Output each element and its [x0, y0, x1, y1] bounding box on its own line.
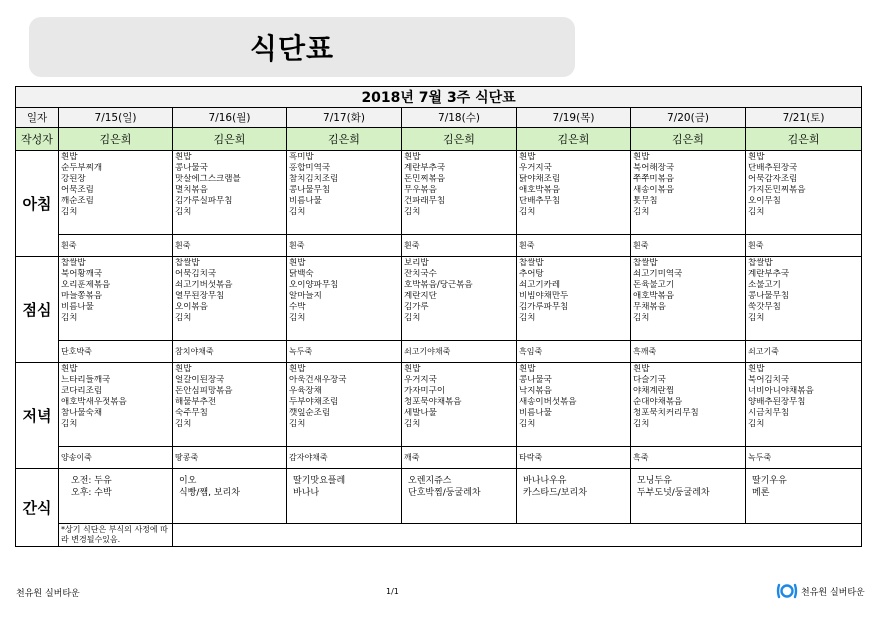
menu-item: 강된장 — [61, 174, 86, 184]
menu-item: 콩나물무침 — [289, 185, 331, 195]
menu-item: 흑미밥 — [289, 152, 314, 162]
page-title-box — [29, 17, 575, 77]
menu-item: 쑥갓무침 — [748, 302, 781, 312]
menu-item: 흰밥 — [175, 152, 192, 162]
menu-cell — [402, 363, 517, 447]
menu-item: 흰밥 — [519, 152, 536, 162]
menu-item: 계란지단 — [404, 291, 437, 301]
porridge-cell: 흑깨죽 — [631, 341, 746, 363]
menu-cell — [59, 363, 173, 447]
footer-page-number: 1/1 — [386, 587, 399, 596]
menu-item: 톳무침 — [633, 196, 658, 206]
menu-item: 김치 — [633, 313, 650, 323]
menu-item: 김가루실파무침 — [175, 196, 233, 206]
porridge-cell: 단호박죽 — [59, 341, 173, 363]
menu-item: 코다리조림 — [61, 386, 103, 396]
writer-name: 김은희 — [402, 128, 517, 151]
menu-item: 김치 — [519, 207, 536, 217]
menu-item: 세발나물 — [404, 408, 437, 418]
menu-item: 비빔야채만두 — [519, 291, 569, 301]
menu-item: 무우볶음 — [404, 185, 437, 195]
menu-item: 다슬기국 — [633, 375, 666, 385]
menu-item: 우육장채 — [289, 386, 322, 396]
menu-item: 단배추무침 — [519, 196, 561, 206]
day-header: 7/17(화) — [287, 108, 402, 128]
menu-item: 소불고기 — [748, 280, 781, 290]
menu-item: 아욱건새우장국 — [289, 375, 347, 385]
menu-cell — [287, 151, 402, 235]
snack-cell — [287, 469, 402, 524]
menu-item: 숙주무침 — [175, 408, 208, 418]
menu-item: 김치 — [404, 419, 421, 429]
menu-item: 김치 — [748, 419, 765, 429]
meal-row — [16, 257, 862, 341]
menu-cell — [173, 257, 287, 341]
menu-item: 오이양파무침 — [289, 280, 339, 290]
writer-label: 작성자 — [16, 128, 59, 151]
menu-item: 김치 — [61, 419, 78, 429]
menu-item: 김치 — [633, 207, 650, 217]
footer-org: 천유원 실버타운 — [16, 589, 80, 599]
menu-item: 북어해장국 — [633, 163, 675, 173]
snack-item: 바나나우유 — [523, 476, 567, 486]
menu-item: 비름나물 — [61, 302, 94, 312]
writer-name: 김은희 — [631, 128, 746, 151]
menu-item: 오이볶음 — [175, 302, 208, 312]
menu-item: 김치 — [404, 207, 421, 217]
menu-item: 김치 — [748, 207, 765, 217]
porridge-cell: 깨죽 — [402, 447, 517, 469]
meal-row — [16, 363, 862, 447]
menu-item: 우거지국 — [519, 163, 552, 173]
page-title: 식단표 — [249, 32, 335, 65]
menu-item: 비름나물 — [289, 196, 322, 206]
menu-item: 양배추된장무침 — [748, 397, 806, 407]
menu-item: 흰밥 — [61, 364, 78, 374]
menu-cell — [746, 151, 862, 235]
menu-item: 어묵김치국 — [175, 269, 217, 279]
menu-cell — [517, 257, 631, 341]
note-row — [16, 524, 862, 547]
menu-cell — [746, 257, 862, 341]
writer-name: 김은희 — [287, 128, 402, 151]
menu-item: 무채볶음 — [633, 302, 666, 312]
menu-item: 계란부추국 — [748, 269, 790, 279]
footer-logo — [776, 582, 865, 600]
porridge-cell: 타락죽 — [517, 447, 631, 469]
porridge-cell: 감자야채죽 — [287, 447, 402, 469]
menu-item: 알마늘지 — [289, 291, 322, 301]
menu-item: 건파래무침 — [404, 196, 446, 206]
porridge-row — [16, 341, 862, 363]
porridge-cell: 흰죽 — [746, 235, 862, 257]
porridge-cell: 흰죽 — [631, 235, 746, 257]
menu-item: 새송이버섯볶음 — [519, 397, 577, 407]
menu-cell — [287, 363, 402, 447]
menu-item: 흰밥 — [404, 364, 421, 374]
menu-item: 김치 — [289, 313, 306, 323]
snack-cell — [746, 469, 862, 524]
porridge-cell: 흰죽 — [402, 235, 517, 257]
menu-item: 콩나물국 — [519, 375, 552, 385]
menu-item: 북어황깨국 — [61, 269, 103, 279]
menu-item: 얼갈이된장국 — [175, 375, 225, 385]
menu-item: 비름나물 — [519, 408, 552, 418]
menu-item: 찹쌀밥 — [61, 258, 86, 268]
menu-item: 오리훈제볶음 — [61, 280, 111, 290]
menu-item: 흰밥 — [633, 152, 650, 162]
menu-item: 가지돈민찌볶음 — [748, 185, 806, 195]
menu-item: 찹쌀밥 — [748, 258, 773, 268]
menu-item: 김치 — [289, 419, 306, 429]
menu-item: 김치 — [519, 419, 536, 429]
snack-item: 바나나 — [293, 488, 320, 498]
menu-item: 청포묵치커리무침 — [633, 408, 699, 418]
menu-item: 깨순조림 — [61, 196, 94, 206]
porridge-cell: 흑죽 — [631, 447, 746, 469]
menu-item: 해물부추전 — [175, 397, 217, 407]
menu-item: 애호박볶음 — [633, 291, 675, 301]
menu-item: 김치 — [61, 207, 78, 217]
menu-cell — [631, 257, 746, 341]
snack-item: 카스타드/보리차 — [523, 488, 587, 498]
menu-item: 열무된장무침 — [175, 291, 225, 301]
snack-item: 단호박찜/둥굴레차 — [408, 488, 481, 498]
writer-name: 김은희 — [746, 128, 862, 151]
menu-item: 김치 — [175, 313, 192, 323]
porridge-cell: 흰죽 — [173, 235, 287, 257]
menu-item: 돈육불고기 — [633, 280, 675, 290]
snack-item: 두부도넛/둥굴레차 — [637, 488, 710, 498]
menu-cell — [402, 151, 517, 235]
menu-item: 김치 — [519, 313, 536, 323]
menu-item: 찹쌀밥 — [519, 258, 544, 268]
menu-item: 흰밥 — [633, 364, 650, 374]
menu-item: 김치 — [175, 207, 192, 217]
menu-item: 청포묵야채볶음 — [404, 397, 462, 407]
logo-icon — [776, 582, 798, 600]
menu-cell — [631, 151, 746, 235]
snack-cell — [631, 469, 746, 524]
menu-item: 김치 — [404, 313, 421, 323]
week-title: 2018년 7월 3주 식단표 — [16, 87, 862, 108]
menu-item: 어묵감자조림 — [748, 174, 798, 184]
menu-item: 찹쌀밥 — [633, 258, 658, 268]
menu-cell — [287, 257, 402, 341]
day-header: 7/21(토) — [746, 108, 862, 128]
snack-item: 오렌지쥬스 — [408, 476, 452, 486]
menu-item: 깻잎순조림 — [289, 408, 331, 418]
writer-name: 김은희 — [517, 128, 631, 151]
menu-item: 잔치국수 — [404, 269, 437, 279]
menu-item: 김가루파무침 — [519, 302, 569, 312]
menu-item: 북어김치국 — [748, 375, 790, 385]
snack-item: 딸기우유 — [752, 476, 787, 486]
menu-cell — [517, 363, 631, 447]
snack-label: 간식 — [16, 469, 59, 547]
menu-item: 흰밥 — [61, 152, 78, 162]
note: *상기 식단은 부식의 사정에 따라 변경될수있음. — [59, 524, 173, 547]
menu-item: 새송이볶음 — [633, 185, 675, 195]
menu-item: 계란부추국 — [404, 163, 446, 173]
menu-item: 순대야채볶음 — [633, 397, 683, 407]
snack-item: 식빵/쨈, 보리차 — [179, 488, 240, 498]
menu-item: 멸치볶음 — [175, 185, 208, 195]
snack-item: 오후: 수박 — [71, 488, 112, 498]
day-header: 7/15(일) — [59, 108, 173, 128]
date-label: 일자 — [16, 108, 59, 128]
porridge-row — [16, 447, 862, 469]
menu-cell — [173, 363, 287, 447]
porridge-cell: 흰죽 — [517, 235, 631, 257]
meal-label: 점심 — [16, 257, 59, 363]
porridge-cell: 쇠고기죽 — [746, 341, 862, 363]
menu-item: 쇠고기카레 — [519, 280, 561, 290]
menu-cell — [59, 151, 173, 235]
menu-cell — [631, 363, 746, 447]
snack-item: 메론 — [752, 488, 770, 498]
porridge-row — [16, 235, 862, 257]
menu-item: 김치 — [61, 313, 78, 323]
menu-item: 쇠고기미역국 — [633, 269, 683, 279]
porridge-cell: 녹두죽 — [287, 341, 402, 363]
porridge-cell: 녹두죽 — [746, 447, 862, 469]
snack-item: 모닝두유 — [637, 476, 672, 486]
meal-label: 아침 — [16, 151, 59, 257]
menu-cell — [59, 257, 173, 341]
snack-row — [16, 469, 862, 524]
menu-item: 쭈쭈미볶음 — [633, 174, 675, 184]
menu-item: 야채계란찜 — [633, 386, 675, 396]
snack-cell — [59, 469, 173, 524]
menu-item: 참치김치조림 — [289, 174, 339, 184]
meal-row — [16, 151, 862, 235]
snack-item: 이오 — [179, 476, 197, 486]
menu-item: 우거지국 — [404, 375, 437, 385]
porridge-cell: 흰죽 — [287, 235, 402, 257]
menu-item: 흰밥 — [748, 152, 765, 162]
snack-item: 딸기맛요플레 — [293, 476, 346, 486]
day-header: 7/19(목) — [517, 108, 631, 128]
porridge-cell: 흰죽 — [59, 235, 173, 257]
menu-item: 김치 — [175, 419, 192, 429]
porridge-cell: 흑임죽 — [517, 341, 631, 363]
snack-cell — [402, 469, 517, 524]
menu-item: 흰밥 — [289, 364, 306, 374]
menu-item: 수박 — [289, 302, 306, 312]
porridge-cell: 땅콩죽 — [173, 447, 287, 469]
menu-item: 흰밥 — [175, 364, 192, 374]
menu-item: 찹쌀밥 — [175, 258, 200, 268]
menu-item: 단배추된장국 — [748, 163, 798, 173]
menu-item: 흰밥 — [289, 258, 306, 268]
menu-item: 맛살에그스크램블 — [175, 174, 241, 184]
snack-item: 오전: 두유 — [71, 476, 112, 486]
menu-item: 돈민찌볶음 — [404, 174, 446, 184]
menu-item: 닭백숙 — [289, 269, 314, 279]
menu-item: 쇠고기버섯볶음 — [175, 280, 233, 290]
menu-item: 가자미구이 — [404, 386, 446, 396]
menu-item: 마늘쫑볶음 — [61, 291, 103, 301]
menu-item: 애호박볶음 — [519, 185, 561, 195]
menu-item: 보리밥 — [404, 258, 429, 268]
menu-item: 김치 — [289, 207, 306, 217]
menu-item: 두부야채조림 — [289, 397, 339, 407]
menu-item: 돈안심피망볶음 — [175, 386, 233, 396]
menu-cell — [173, 151, 287, 235]
porridge-cell: 참치야채죽 — [173, 341, 287, 363]
menu-item: 흰밥 — [404, 152, 421, 162]
menu-cell — [517, 151, 631, 235]
menu-item: 순두부찌개 — [61, 163, 103, 173]
menu-cell — [402, 257, 517, 341]
menu-item: 시금치무침 — [748, 408, 790, 418]
menu-item: 흰밥 — [519, 364, 536, 374]
menu-item: 김가루 — [404, 302, 429, 312]
menu-table — [15, 86, 862, 547]
footer-logo-text: 천유원 실버타운 — [801, 587, 865, 598]
menu-item: 어묵조림 — [61, 185, 94, 195]
menu-item: 참나물숙채 — [61, 408, 103, 418]
menu-item: 김치 — [748, 313, 765, 323]
menu-item: 닭야채조림 — [519, 174, 561, 184]
menu-item: 홍합미역국 — [289, 163, 331, 173]
day-header: 7/18(수) — [402, 108, 517, 128]
menu-item: 낙지볶음 — [519, 386, 552, 396]
menu-item: 애호박새우젓볶음 — [61, 397, 127, 407]
writer-name: 김은희 — [59, 128, 173, 151]
writer-name: 김은희 — [173, 128, 287, 151]
day-header: 7/20(금) — [631, 108, 746, 128]
day-header: 7/16(월) — [173, 108, 287, 128]
menu-item: 느타리들깨국 — [61, 375, 111, 385]
porridge-cell: 쇠고기야채죽 — [402, 341, 517, 363]
menu-item: 오이무침 — [748, 196, 781, 206]
meal-label: 저녁 — [16, 363, 59, 469]
menu-item: 콩나물국 — [175, 163, 208, 173]
porridge-cell: 양송이죽 — [59, 447, 173, 469]
menu-item: 콩나물무침 — [748, 291, 790, 301]
snack-cell — [173, 469, 287, 524]
menu-item: 김치 — [633, 419, 650, 429]
menu-cell — [746, 363, 862, 447]
note-blank — [173, 524, 862, 547]
menu-item: 너비아니야채볶음 — [748, 386, 814, 396]
menu-item: 호박볶음/당근볶음 — [404, 280, 473, 290]
menu-item: 추어탕 — [519, 269, 544, 279]
snack-cell — [517, 469, 631, 524]
menu-item: 흰밥 — [748, 364, 765, 374]
